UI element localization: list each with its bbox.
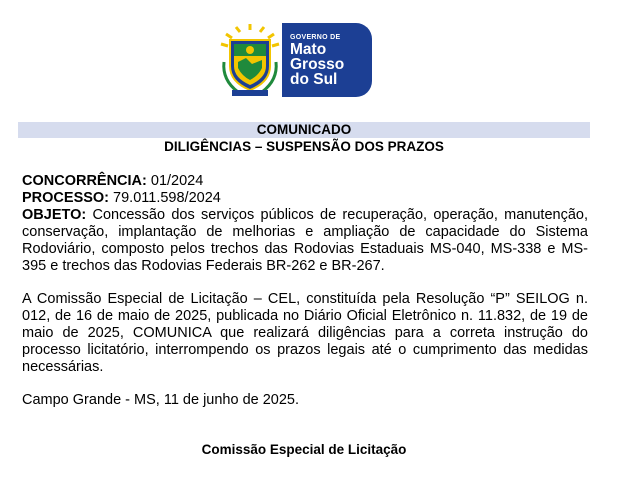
place-date: Campo Grande - MS, 11 de junho de 2025. xyxy=(22,392,300,408)
processo-line xyxy=(22,190,588,207)
state-name-line1: Mato xyxy=(290,41,327,58)
objeto-label: OBJETO: xyxy=(22,207,87,223)
concorrencia-value: 01/2024 xyxy=(146,173,204,189)
government-logo xyxy=(218,22,372,98)
communication-paragraph: A Comissão Especial de Licitação – CEL, constituída pela Resolução “P” SEILOG n. 012, de 16 de maio de 2025, publicada no Diário Oficial Eletrônico n. 11.832, de 19 de maio de 2025, COMUNICA que realizará diligências para a correta instrução do processo licitatório, interrompendo os prazos legais até o cumprimento das medidas necessárias. xyxy=(22,291,588,375)
document-subtitle: DILIGÊNCIAS – SUSPENSÃO DOS PRAZOS xyxy=(164,139,444,154)
processo-value: 79.011.598/2024 xyxy=(109,190,221,206)
concorrencia-label: CONCORRÊNCIA: xyxy=(22,173,147,189)
state-name-line3: do Sul xyxy=(290,71,338,88)
objeto-value: Concessão dos serviços públicos de recuperação, operação, manutenção, conservação, implantação de melhorias e ampliação de capacidade do Sistema Rodoviário, composto pelos trechos das Rodovias Estaduais MS-040, MS-338 e MS-395 e trechos das Rodovias Federais BR-262 e BR-267. xyxy=(22,207,588,274)
objeto-paragraph xyxy=(22,207,588,275)
government-name-box xyxy=(282,23,372,97)
state-name-line2: Grosso xyxy=(290,56,345,73)
concorrencia-line xyxy=(22,173,588,190)
processo-label: PROCESSO: xyxy=(22,190,110,206)
document-title: COMUNICADO xyxy=(256,122,352,137)
government-label: GOVERNO DE xyxy=(290,34,341,41)
state-crest-icon xyxy=(218,22,282,98)
signature-committee: Comissão Especial de Licitação xyxy=(201,442,407,457)
